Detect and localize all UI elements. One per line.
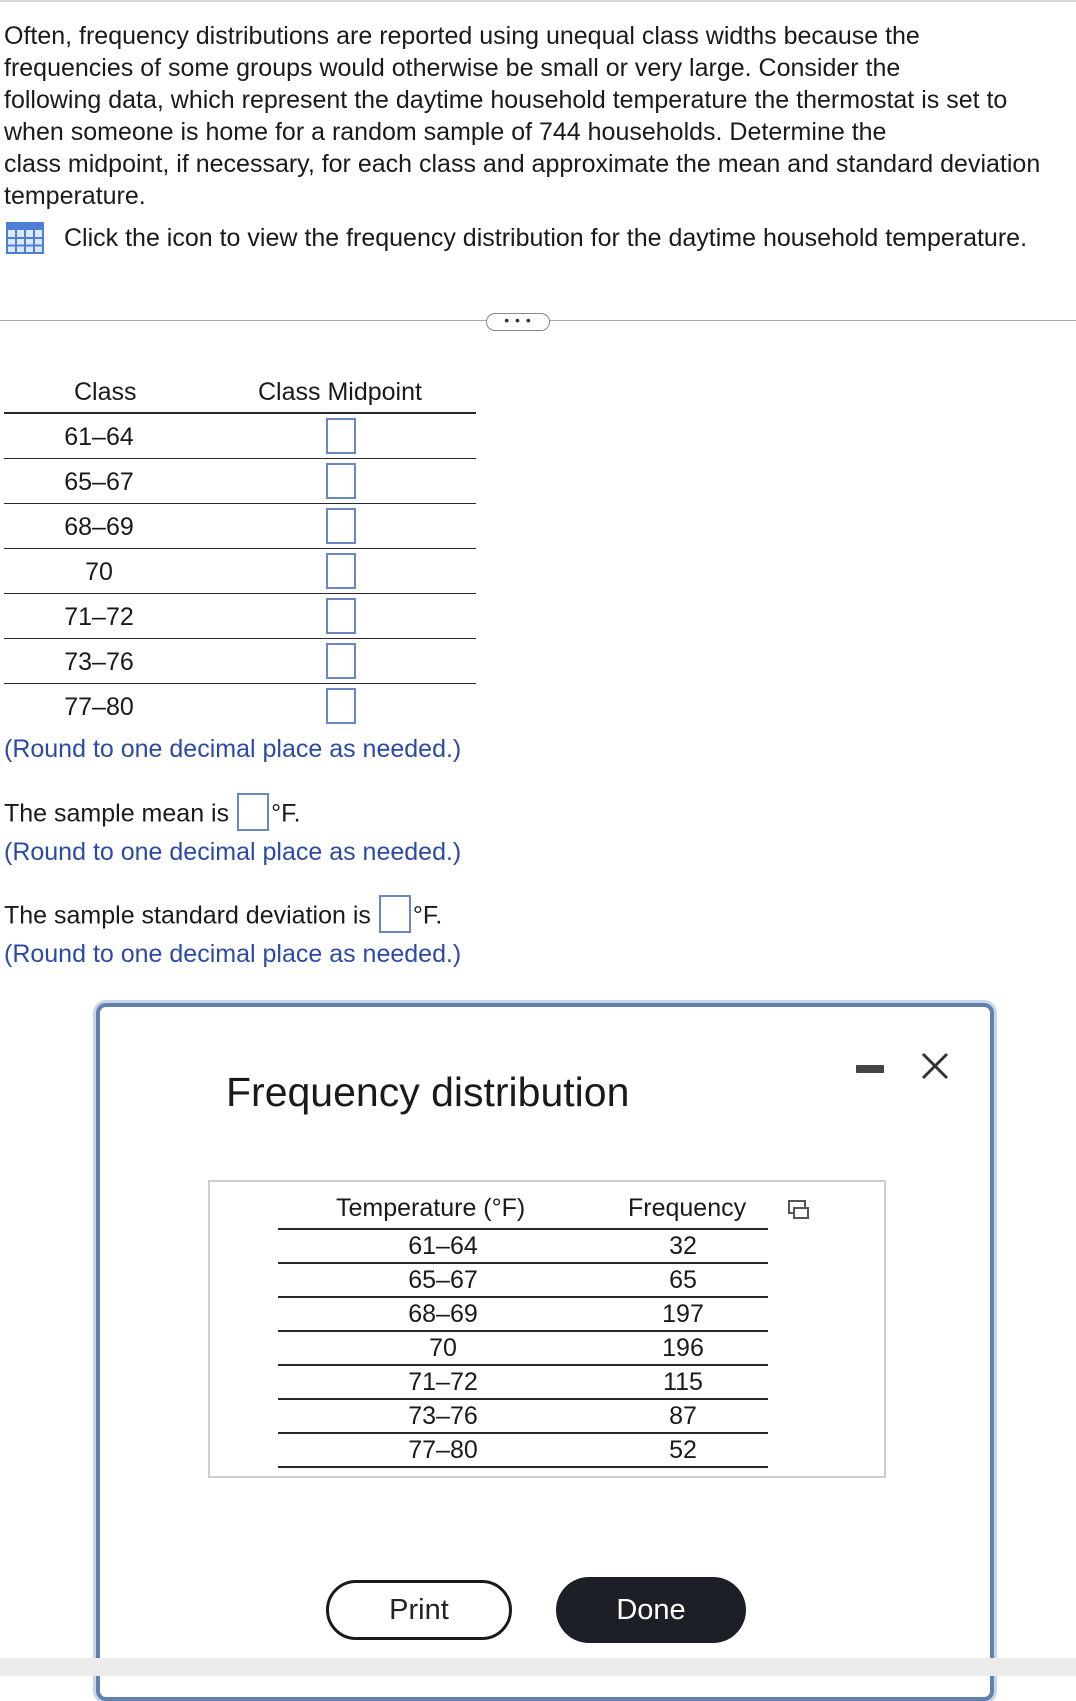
frequency-table [278,1192,768,1468]
close-icon[interactable] [918,1049,952,1083]
table-row [4,639,476,684]
midpoint-input[interactable] [326,418,356,454]
class-label: 73–76 [64,648,134,676]
temperature-cell: 61–64 [408,1232,478,1260]
table-row [278,1230,768,1264]
table-row [278,1400,768,1434]
table-row [4,684,476,728]
question-line: class midpoint, if necessary, for each class and approximate the mean and standard deviation [4,150,1041,178]
frequency-table-header [278,1192,768,1230]
table-row [4,504,476,549]
temperature-cell: 77–80 [408,1436,478,1464]
class-label: 65–67 [64,468,134,496]
expand-more-button[interactable]: • • • [486,313,550,331]
midpoint-input[interactable] [326,598,356,634]
grid-table-icon[interactable] [6,222,44,254]
frequency-cell: 197 [662,1300,704,1328]
done-button[interactable]: Done [556,1577,746,1643]
question-line: temperature. [4,182,146,210]
table-row [278,1264,768,1298]
frequency-cell: 65 [669,1266,697,1294]
class-label: 70 [85,558,113,586]
midpoint-input[interactable] [326,508,356,544]
question-line: following data, which represent the daytime household temperature the thermostat is set to [4,86,1008,114]
dialog-title: Frequency distribution [226,1069,630,1115]
temperature-cell: 73–76 [408,1402,478,1430]
view-distribution-text[interactable]: Click the icon to view the frequency distribution for the daytime household temperature. [64,223,1028,252]
frequency-distribution-dialog [96,1003,994,1701]
table-row [278,1332,768,1366]
sample-mean-input[interactable] [237,793,269,831]
frequency-table-frame [208,1180,886,1478]
temperature-cell: 68–69 [408,1300,478,1328]
question-line: frequencies of some groups would otherwise be small or very large. Consider the [4,54,901,82]
table-row [4,414,476,459]
table-row [4,459,476,504]
sample-mean-label: The sample mean is [4,799,230,828]
class-label: 77–80 [64,693,134,721]
class-label: 71–72 [64,603,134,631]
temperature-cell: 65–67 [408,1266,478,1294]
table-row [278,1298,768,1332]
class-midpoint-header: Class Midpoint [258,378,422,406]
table-row [278,1366,768,1400]
temperature-cell: 71–72 [408,1368,478,1396]
question-text [4,20,1076,212]
copy-icon[interactable] [788,1200,810,1220]
frequency-cell: 32 [669,1232,697,1260]
question-line: Often, frequency distributions are reported using unequal class widths because the [4,22,920,50]
minimize-icon[interactable] [856,1065,884,1073]
midpoint-input[interactable] [326,688,356,724]
view-distribution-link[interactable] [6,222,1027,254]
sample-stdev-label: The sample standard deviation is [4,901,371,930]
sample-mean-line [4,796,301,834]
sample-stdev-input[interactable] [379,895,411,933]
frequency-cell: 87 [669,1402,697,1430]
temperature-cell: 70 [429,1334,457,1362]
midpoint-input[interactable] [326,553,356,589]
midpoint-table-header [4,376,476,414]
top-border [0,0,1076,2]
temperature-header: Temperature (°F) [336,1194,526,1222]
midpoint-table [4,376,476,728]
frequency-header: Frequency [628,1194,747,1222]
midpoint-rounding-hint: (Round to one decimal place as needed.) [4,735,462,763]
frequency-cell: 196 [662,1334,704,1362]
table-row [4,594,476,639]
print-button[interactable]: Print [326,1580,512,1640]
question-line: when someone is home for a random sample of 744 households. Determine the [4,118,887,146]
frequency-cell: 52 [669,1436,697,1464]
class-header: Class [74,378,137,406]
sample-stdev-line [4,898,442,936]
midpoint-input[interactable] [326,643,356,679]
frequency-cell: 115 [663,1368,703,1396]
class-label: 61–64 [64,423,134,451]
bottom-strip [0,1658,1076,1676]
midpoint-input[interactable] [326,463,356,499]
class-label: 68–69 [64,513,134,541]
mean-rounding-hint: (Round to one decimal place as needed.) [4,838,462,866]
sample-mean-unit: °F. [271,799,301,828]
table-row [278,1434,768,1468]
stdev-rounding-hint: (Round to one decimal place as needed.) [4,940,462,968]
table-row [4,549,476,594]
sample-stdev-unit: °F. [412,901,443,930]
